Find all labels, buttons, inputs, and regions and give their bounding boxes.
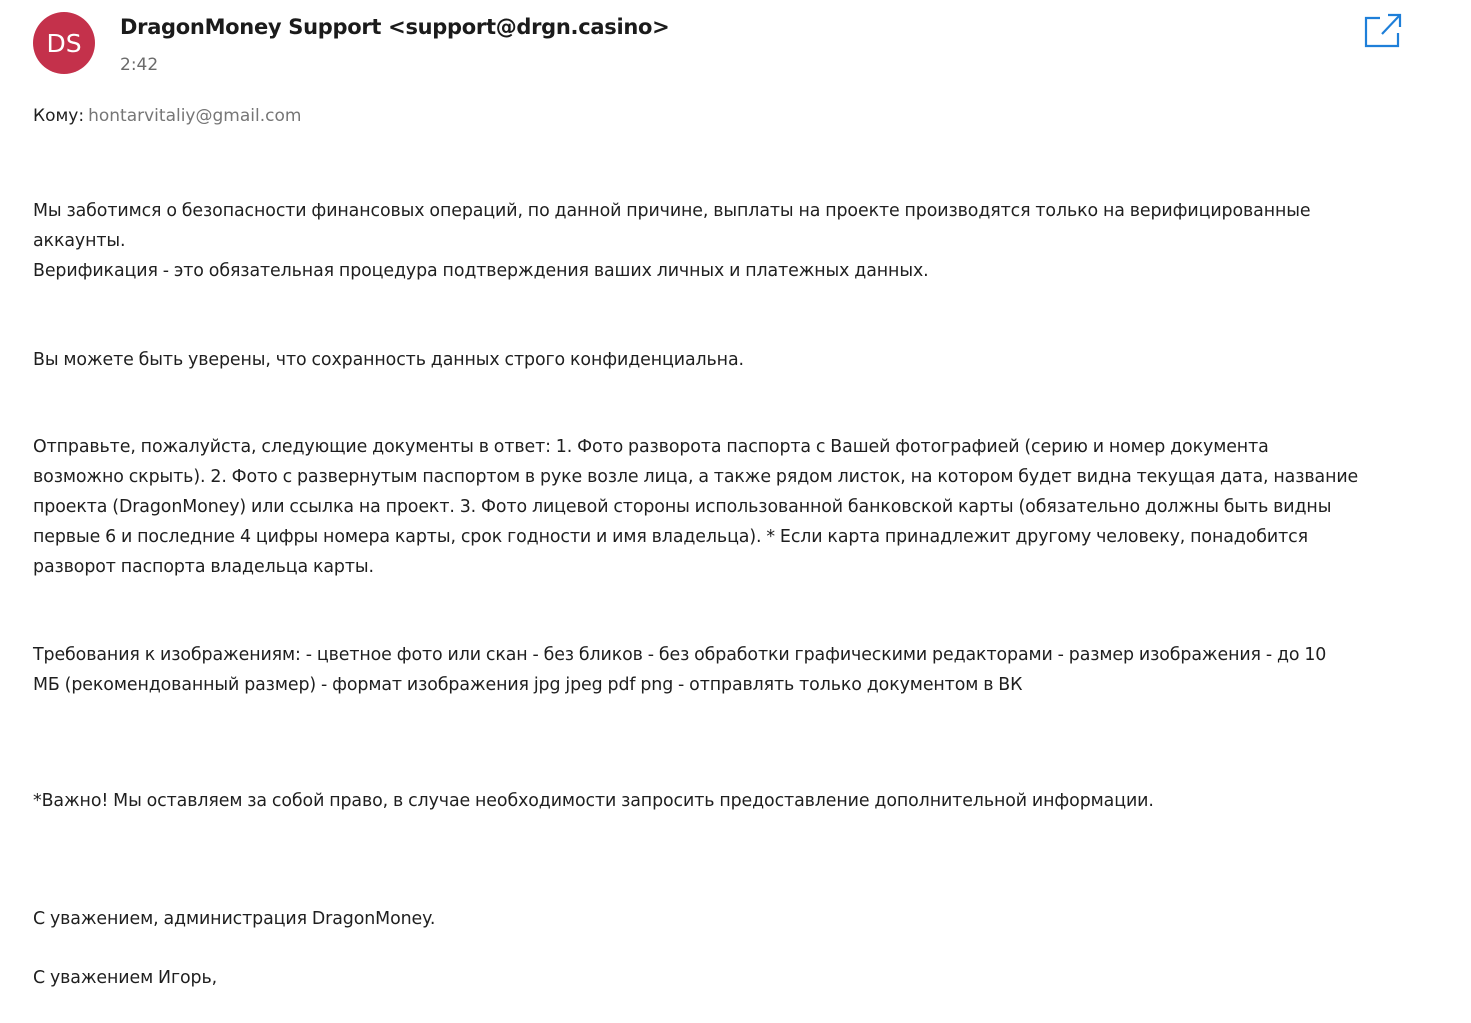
body-line: возможно скрыть). 2. Фото с развернутым паспортом в руке возле лица, а также рядом листок, на котором будет видна текущая дата, название	[33, 467, 1359, 487]
signature-igor	[33, 963, 1458, 993]
body-line: Верификация - это обязательная процедура подтверждения ваших личных и платежных данных.	[33, 261, 929, 281]
body-line: С уважением Игорь,	[33, 968, 218, 988]
sender-avatar[interactable]: DS	[33, 12, 95, 74]
sender-name[interactable]: DragonMoney Support <support@drgn.casino>	[120, 15, 670, 39]
body-line: проекта (DragonMoney) или ссылка на проект. 3. Фото лицевой стороны использованной банковской карты (обязательно должны быть видны	[33, 497, 1332, 517]
to-label: Кому:	[33, 106, 85, 126]
body-paragraph-security	[33, 196, 1458, 286]
body-line: Требования к изображениям: - цветное фото или скан - без бликов - без обработки графическими редакторами - размер изображения - до 10	[33, 645, 1327, 665]
message-time: 2:42	[120, 55, 159, 75]
body-paragraph-important	[33, 786, 1458, 816]
body-line: С уважением, администрация DragonMoney.	[33, 909, 436, 929]
message-header	[33, 12, 1433, 76]
recipient-address[interactable]: hontarvitaliy@gmail.com	[88, 106, 302, 126]
body-line: аккаунты.	[33, 231, 126, 251]
body-paragraph-requirements	[33, 640, 1458, 700]
body-paragraph-confidential	[33, 345, 1458, 375]
body-line: разворот паспорта владельца карты.	[33, 557, 374, 577]
signature-administration	[33, 904, 1458, 934]
body-line: Отправьте, пожалуйста, следующие документы в ответ: 1. Фото разворота паспорта с Вашей фотографией (серию и номер документа	[33, 437, 1269, 457]
body-line: МБ (рекомендованный размер) - формат изображения jpg jpeg pdf png - отправлять только документом в ВК	[33, 675, 1023, 695]
body-line: *Важно! Мы оставляем за собой право, в случае необходимости запросить предоставление дополнительной информации.	[33, 791, 1154, 811]
popout-icon[interactable]	[1364, 13, 1402, 48]
body-line: Мы заботимся о безопасности финансовых операций, по данной причине, выплаты на проекте производятся только на верифицированные	[33, 201, 1311, 221]
body-line: Вы можете быть уверены, что сохранность данных строго конфиденциальна.	[33, 350, 744, 370]
body-paragraph-documents	[33, 432, 1458, 582]
recipient-line	[33, 106, 301, 126]
body-line: первые 6 и последние 4 цифры номера карты, срок годности и имя владельца). * Если карта принадлежит другому человеку, понадобится	[33, 527, 1308, 547]
